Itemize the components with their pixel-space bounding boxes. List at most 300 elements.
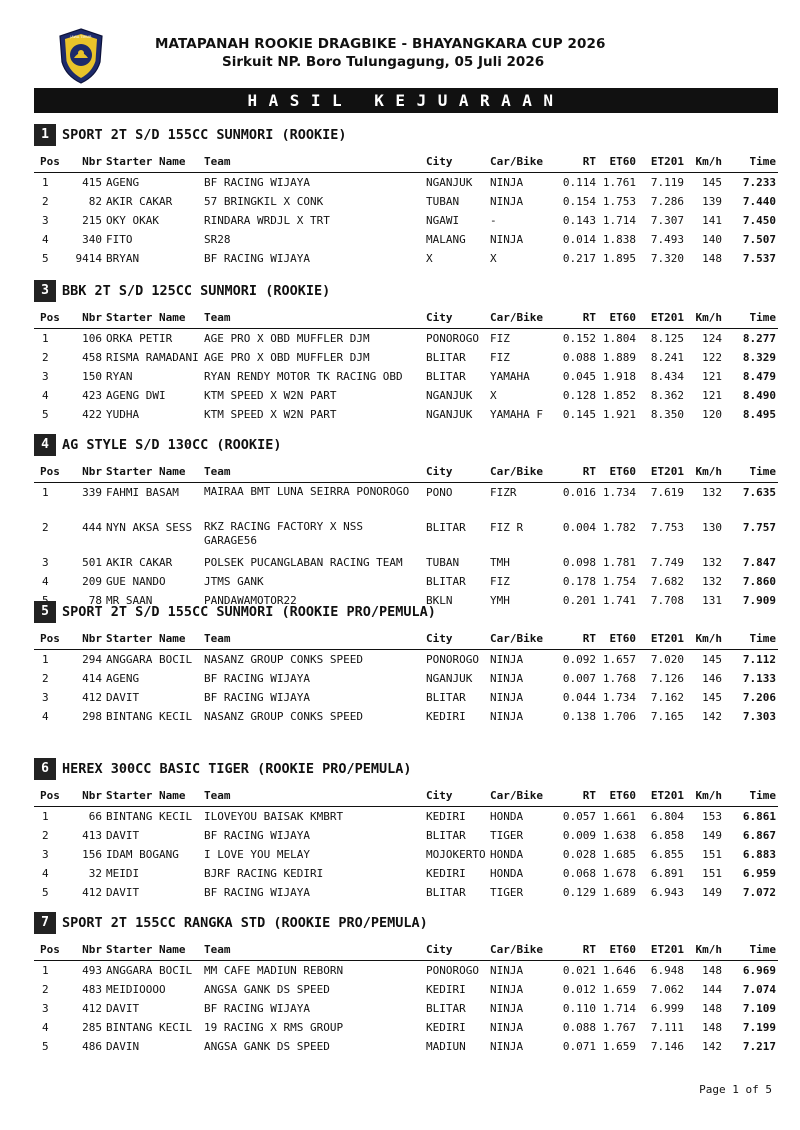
table-cell: 5 bbox=[42, 408, 49, 421]
column-header: Car/Bike bbox=[488, 307, 558, 329]
table-cell: I LOVE YOU MELAY bbox=[204, 848, 310, 861]
table-cell: BF RACING WIJAYA bbox=[204, 691, 310, 704]
table-cell: PONO bbox=[426, 486, 453, 499]
table-cell: 7.307 bbox=[650, 214, 684, 227]
table-cell: 151 bbox=[702, 867, 722, 880]
table-cell: 7.133 bbox=[742, 672, 776, 685]
table-cell: 0.154 bbox=[562, 195, 596, 208]
table-cell: 6.855 bbox=[650, 848, 684, 861]
section-header bbox=[34, 434, 778, 456]
column-header: ET60 bbox=[598, 628, 638, 650]
column-header: Team bbox=[202, 151, 424, 173]
column-header: ET201 bbox=[638, 785, 686, 807]
table-cell: 4 bbox=[42, 1021, 49, 1034]
section-number: 5 bbox=[34, 601, 56, 623]
table-cell: 1.838 bbox=[602, 233, 636, 246]
table-cell: 7.320 bbox=[650, 252, 684, 265]
table-cell: MALANG bbox=[426, 233, 466, 246]
table-cell: AGENG bbox=[106, 672, 140, 685]
section-title: SPORT 2T S/D 155CC SUNMORI (ROOKIE) bbox=[62, 127, 347, 143]
table-row bbox=[34, 386, 778, 405]
table-cell: PONOROGO bbox=[426, 964, 479, 977]
section-header bbox=[34, 280, 778, 302]
table-cell: 0.007 bbox=[562, 672, 596, 685]
table-cell: NINJA bbox=[490, 195, 524, 208]
table-cell: 0.138 bbox=[562, 710, 596, 723]
table-cell: 6.999 bbox=[650, 1002, 684, 1015]
table-row bbox=[34, 1037, 778, 1056]
table-cell: 0.110 bbox=[562, 1002, 596, 1015]
table-cell: 3 bbox=[42, 214, 49, 227]
table-cell: 7.440 bbox=[742, 195, 776, 208]
table-cell: 8.434 bbox=[650, 370, 684, 383]
column-header: Km/h bbox=[686, 151, 724, 173]
table-row bbox=[34, 707, 778, 726]
table-cell: MOJOKERTO bbox=[426, 848, 486, 861]
table-cell: 8.329 bbox=[742, 351, 776, 364]
table-cell: 6.959 bbox=[742, 867, 776, 880]
table-cell: 0.098 bbox=[562, 556, 596, 569]
table-cell: 7.165 bbox=[650, 710, 684, 723]
table-cell: KEDIRI bbox=[426, 1021, 466, 1034]
table-cell: 0.088 bbox=[562, 351, 596, 364]
table-cell: 1.782 bbox=[602, 521, 636, 534]
table-cell: ANGSA GANK DS SPEED bbox=[204, 1040, 330, 1053]
table-cell: 32 bbox=[88, 867, 102, 880]
table-cell: 131 bbox=[702, 594, 722, 607]
table-cell: RYAN RENDY MOTOR TK RACING OBD bbox=[204, 370, 403, 383]
table-cell: NASANZ GROUP CONKS SPEED bbox=[204, 710, 363, 723]
logo-lettering: JAWA TIMUR bbox=[70, 35, 92, 39]
table-cell: 8.125 bbox=[650, 332, 684, 345]
table-cell: 8.490 bbox=[742, 389, 776, 402]
table-cell: BLITAR bbox=[426, 886, 466, 899]
column-header: Pos bbox=[34, 307, 72, 329]
table-cell: 483 bbox=[82, 983, 102, 996]
table-cell: RKZ RACING FACTORY X NSS GARAGE56 bbox=[204, 520, 363, 547]
table-cell: 1.685 bbox=[602, 848, 636, 861]
table-cell: NINJA bbox=[490, 233, 524, 246]
table-cell: ANGGARA BOCIL bbox=[106, 653, 193, 666]
table-cell: 415 bbox=[82, 176, 102, 189]
column-header: Km/h bbox=[686, 628, 724, 650]
table-cell: 82 bbox=[88, 195, 102, 208]
table-cell: MR SAAN bbox=[106, 594, 153, 607]
table-cell: NGANJUK bbox=[426, 389, 473, 402]
table-cell: BINTANG KECIL bbox=[106, 1021, 193, 1034]
table-cell: 149 bbox=[702, 886, 722, 899]
column-header: City bbox=[424, 785, 488, 807]
table-cell: 1.678 bbox=[602, 867, 636, 880]
table-cell: 7.162 bbox=[650, 691, 684, 704]
table-cell: 1.638 bbox=[602, 829, 636, 842]
table-cell: 1.646 bbox=[602, 964, 636, 977]
table-cell: ORKA PETIR bbox=[106, 332, 173, 345]
table-cell: 57 BRINGKIL X CONK bbox=[204, 195, 324, 208]
results-table bbox=[34, 939, 778, 1056]
table-cell: 2 bbox=[42, 195, 49, 208]
results-banner: HASIL KEJUARAAN bbox=[34, 88, 778, 113]
table-cell: 2 bbox=[42, 351, 49, 364]
table-cell: 0.068 bbox=[562, 867, 596, 880]
table-cell: TUBAN bbox=[426, 556, 460, 569]
table-row bbox=[34, 650, 778, 670]
table-cell: 8.241 bbox=[650, 351, 684, 364]
column-header: Nbr bbox=[72, 939, 104, 961]
table-cell: 0.014 bbox=[562, 233, 596, 246]
table-row bbox=[34, 367, 778, 386]
table-cell: TIGER bbox=[490, 829, 524, 842]
table-cell: BLITAR bbox=[426, 370, 466, 383]
table-cell: 1.781 bbox=[602, 556, 636, 569]
table-cell: MEIDI bbox=[106, 867, 140, 880]
table-cell: 1.734 bbox=[602, 691, 636, 704]
table-cell: NINJA bbox=[490, 1021, 524, 1034]
table-cell: ILOVEYOU BAISAK KMBRT bbox=[204, 810, 344, 823]
table-cell: YMH bbox=[490, 594, 510, 607]
table-cell: DAVIT bbox=[106, 691, 140, 704]
table-cell: 1.741 bbox=[602, 594, 636, 607]
column-header: Team bbox=[202, 461, 424, 483]
column-header: Nbr bbox=[72, 151, 104, 173]
table-cell: 412 bbox=[82, 1002, 102, 1015]
table-cell: 7.847 bbox=[742, 556, 776, 569]
table-cell: 7.109 bbox=[742, 1002, 776, 1015]
table-cell: 7.753 bbox=[650, 521, 684, 534]
table-cell: 124 bbox=[702, 332, 722, 345]
table-cell: 1.921 bbox=[602, 408, 636, 421]
table-cell: 1.706 bbox=[602, 710, 636, 723]
table-cell: 6.969 bbox=[742, 964, 776, 977]
column-header: Time bbox=[724, 307, 778, 329]
table-cell: BLITAR bbox=[426, 521, 466, 534]
column-header: Km/h bbox=[686, 939, 724, 961]
column-header: City bbox=[424, 307, 488, 329]
column-header: Car/Bike bbox=[488, 785, 558, 807]
table-cell: 6.883 bbox=[742, 848, 776, 861]
table-cell: 6.891 bbox=[650, 867, 684, 880]
table-cell: 413 bbox=[82, 829, 102, 842]
table-cell: 7.635 bbox=[742, 486, 776, 499]
table-cell: 139 bbox=[702, 195, 722, 208]
table-cell: 7.909 bbox=[742, 594, 776, 607]
table-cell: 294 bbox=[82, 653, 102, 666]
table-cell: 4 bbox=[42, 233, 49, 246]
table-cell: 149 bbox=[702, 829, 722, 842]
table-cell: 142 bbox=[702, 710, 722, 723]
column-header: Time bbox=[724, 785, 778, 807]
column-header: Time bbox=[724, 151, 778, 173]
table-cell: 7.126 bbox=[650, 672, 684, 685]
table-cell: 1.889 bbox=[602, 351, 636, 364]
table-cell: 148 bbox=[702, 964, 722, 977]
table-cell: 1.768 bbox=[602, 672, 636, 685]
table-cell: 209 bbox=[82, 575, 102, 588]
table-header-row bbox=[34, 307, 778, 329]
results-section bbox=[34, 280, 778, 424]
table-cell: 1.657 bbox=[602, 653, 636, 666]
section-header bbox=[34, 912, 778, 934]
table-cell: SR28 bbox=[204, 233, 231, 246]
table-cell: 3 bbox=[42, 370, 49, 383]
table-cell: 140 bbox=[702, 233, 722, 246]
table-cell: 3 bbox=[42, 691, 49, 704]
table-row bbox=[34, 980, 778, 999]
table-cell: 339 bbox=[82, 486, 102, 499]
table-cell: NYN AKSA SESS bbox=[106, 521, 193, 534]
table-cell: 1.659 bbox=[602, 1040, 636, 1053]
table-cell: 7.146 bbox=[650, 1040, 684, 1053]
column-header: City bbox=[424, 939, 488, 961]
table-cell: BJRF RACING KEDIRI bbox=[204, 867, 324, 880]
table-cell: 121 bbox=[702, 389, 722, 402]
column-header: ET201 bbox=[638, 939, 686, 961]
table-cell: 412 bbox=[82, 691, 102, 704]
table-cell: 6.858 bbox=[650, 829, 684, 842]
column-header: Car/Bike bbox=[488, 461, 558, 483]
table-cell: BLITAR bbox=[426, 691, 466, 704]
column-header: Team bbox=[202, 785, 424, 807]
table-cell: FITO bbox=[106, 233, 133, 246]
column-header: Starter Name bbox=[104, 628, 202, 650]
table-cell: 1 bbox=[42, 810, 49, 823]
table-cell: 132 bbox=[702, 556, 722, 569]
column-header: ET60 bbox=[598, 785, 638, 807]
table-cell: ANGGARA BOCIL bbox=[106, 964, 193, 977]
table-row bbox=[34, 553, 778, 572]
results-table bbox=[34, 461, 778, 610]
column-header: ET60 bbox=[598, 461, 638, 483]
table-cell: FIZ R bbox=[490, 521, 524, 534]
table-cell: POLSEK PUCANGLABAN RACING TEAM bbox=[204, 556, 403, 569]
table-row bbox=[34, 688, 778, 707]
table-cell: HONDA bbox=[490, 867, 524, 880]
column-header: Team bbox=[202, 939, 424, 961]
section-header bbox=[34, 124, 778, 146]
column-header: Km/h bbox=[686, 461, 724, 483]
table-cell: 412 bbox=[82, 886, 102, 899]
police-emblem-logo bbox=[58, 28, 104, 84]
table-row bbox=[34, 405, 778, 424]
table-cell: 1.714 bbox=[602, 214, 636, 227]
column-header: RT bbox=[558, 307, 598, 329]
table-cell: 0.128 bbox=[562, 389, 596, 402]
table-cell: 0.057 bbox=[562, 810, 596, 823]
table-cell: KEDIRI bbox=[426, 810, 466, 823]
table-row bbox=[34, 192, 778, 211]
table-cell: BF RACING WIJAYA bbox=[204, 886, 310, 899]
column-header: Nbr bbox=[72, 628, 104, 650]
table-cell: 0.028 bbox=[562, 848, 596, 861]
table-cell: KTM SPEED X W2N PART bbox=[204, 408, 337, 421]
table-row bbox=[34, 883, 778, 902]
column-header: ET201 bbox=[638, 628, 686, 650]
column-header: RT bbox=[558, 939, 598, 961]
column-header: Starter Name bbox=[104, 307, 202, 329]
table-cell: 5 bbox=[42, 252, 49, 265]
column-header: Team bbox=[202, 628, 424, 650]
table-row bbox=[34, 572, 778, 591]
results-table bbox=[34, 307, 778, 424]
table-cell: MM CAFE MADIUN REBORN bbox=[204, 964, 344, 977]
table-cell: 1.734 bbox=[602, 486, 636, 499]
column-header: Pos bbox=[34, 151, 72, 173]
table-cell: 130 bbox=[702, 521, 722, 534]
table-cell: 1.895 bbox=[602, 252, 636, 265]
table-row bbox=[34, 999, 778, 1018]
column-header: Starter Name bbox=[104, 939, 202, 961]
table-cell: 1.767 bbox=[602, 1021, 636, 1034]
table-cell: 7.111 bbox=[650, 1021, 684, 1034]
column-header: Car/Bike bbox=[488, 939, 558, 961]
table-cell: 9414 bbox=[75, 252, 102, 265]
table-cell: 0.045 bbox=[562, 370, 596, 383]
table-cell: 7.619 bbox=[650, 486, 684, 499]
table-cell: BF RACING WIJAYA bbox=[204, 829, 310, 842]
table-cell: 0.071 bbox=[562, 1040, 596, 1053]
table-cell: NASANZ GROUP CONKS SPEED bbox=[204, 653, 363, 666]
table-cell: 0.021 bbox=[562, 964, 596, 977]
table-cell: BF RACING WIJAYA bbox=[204, 176, 310, 189]
table-cell: 132 bbox=[702, 575, 722, 588]
table-cell: KEDIRI bbox=[426, 867, 466, 880]
table-row bbox=[34, 348, 778, 367]
table-cell: BF RACING WIJAYA bbox=[204, 672, 310, 685]
table-cell: KEDIRI bbox=[426, 983, 466, 996]
table-cell: 7.860 bbox=[742, 575, 776, 588]
table-cell: BLITAR bbox=[426, 829, 466, 842]
column-header: Starter Name bbox=[104, 151, 202, 173]
table-row bbox=[34, 230, 778, 249]
table-cell: 0.016 bbox=[562, 486, 596, 499]
table-cell: 2 bbox=[42, 983, 49, 996]
table-cell: 7.206 bbox=[742, 691, 776, 704]
table-cell: OKY OKAK bbox=[106, 214, 159, 227]
table-cell: 1.852 bbox=[602, 389, 636, 402]
column-header: Nbr bbox=[72, 307, 104, 329]
table-cell: DAVIT bbox=[106, 1002, 140, 1015]
column-header: Time bbox=[724, 628, 778, 650]
table-cell: 146 bbox=[702, 672, 722, 685]
table-cell: 4 bbox=[42, 389, 49, 402]
table-cell: 7.072 bbox=[742, 886, 776, 899]
table-cell: BLITAR bbox=[426, 575, 466, 588]
table-cell: TMH bbox=[490, 556, 510, 569]
table-cell: 7.493 bbox=[650, 233, 684, 246]
table-cell: 1.714 bbox=[602, 1002, 636, 1015]
table-header-row bbox=[34, 939, 778, 961]
table-cell: 7.062 bbox=[650, 983, 684, 996]
table-cell: NINJA bbox=[490, 691, 524, 704]
table-cell: X bbox=[490, 389, 497, 402]
table-cell: AGENG DWI bbox=[106, 389, 166, 402]
table-cell: 0.088 bbox=[562, 1021, 596, 1034]
section-number: 6 bbox=[34, 758, 56, 780]
table-cell: 6.867 bbox=[742, 829, 776, 842]
section-title: SPORT 2T S/D 155CC SUNMORI (ROOKIE PRO/PEMULA) bbox=[62, 604, 436, 620]
table-cell: 6.948 bbox=[650, 964, 684, 977]
table-cell: 7.217 bbox=[742, 1040, 776, 1053]
table-header-row bbox=[34, 151, 778, 173]
column-header: ET201 bbox=[638, 151, 686, 173]
table-cell: KEDIRI bbox=[426, 710, 466, 723]
section-title: HEREX 300CC BASIC TIGER (ROOKIE PRO/PEMULA) bbox=[62, 761, 412, 777]
table-row bbox=[34, 845, 778, 864]
results-section bbox=[34, 601, 778, 726]
table-cell: NGANJUK bbox=[426, 176, 473, 189]
table-cell: YAMAHA F bbox=[490, 408, 543, 421]
table-cell: 0.004 bbox=[562, 521, 596, 534]
table-row bbox=[34, 807, 778, 827]
table-cell: DAVIT bbox=[106, 829, 140, 842]
page-number: Page 1 of 5 bbox=[699, 1083, 772, 1096]
table-header-row bbox=[34, 461, 778, 483]
column-header: Time bbox=[724, 939, 778, 961]
table-cell: BLITAR bbox=[426, 351, 466, 364]
table-cell: 121 bbox=[702, 370, 722, 383]
table-cell: BF RACING WIJAYA bbox=[204, 252, 310, 265]
table-cell: 66 bbox=[88, 810, 102, 823]
table-cell: AGENG bbox=[106, 176, 140, 189]
table-cell: 7.199 bbox=[742, 1021, 776, 1034]
column-header: Km/h bbox=[686, 785, 724, 807]
table-cell: 19 RACING X RMS GROUP bbox=[204, 1021, 344, 1034]
table-header-row bbox=[34, 628, 778, 650]
table-cell: NINJA bbox=[490, 710, 524, 723]
column-header: Pos bbox=[34, 939, 72, 961]
table-cell: 151 bbox=[702, 848, 722, 861]
table-cell: 150 bbox=[82, 370, 102, 383]
table-cell: 423 bbox=[82, 389, 102, 402]
table-cell: 0.143 bbox=[562, 214, 596, 227]
table-cell: BF RACING WIJAYA bbox=[204, 1002, 310, 1015]
table-cell: 78 bbox=[88, 594, 102, 607]
table-cell: 3 bbox=[42, 1002, 49, 1015]
table-cell: 0.012 bbox=[562, 983, 596, 996]
column-header: Pos bbox=[34, 461, 72, 483]
table-cell: 7.507 bbox=[742, 233, 776, 246]
table-cell: 7.537 bbox=[742, 252, 776, 265]
table-row bbox=[34, 669, 778, 688]
section-title: AG STYLE S/D 130CC (ROOKIE) bbox=[62, 437, 282, 453]
table-cell: 486 bbox=[82, 1040, 102, 1053]
table-cell: X bbox=[426, 252, 433, 265]
table-cell: 7.450 bbox=[742, 214, 776, 227]
section-title: BBK 2T S/D 125CC SUNMORI (ROOKIE) bbox=[62, 283, 331, 299]
table-cell: 132 bbox=[702, 486, 722, 499]
table-cell: 145 bbox=[702, 691, 722, 704]
table-cell: NGANJUK bbox=[426, 672, 473, 685]
column-header: City bbox=[424, 628, 488, 650]
event-title: MATAPANAH ROOKIE DRAGBIKE - BHAYANGKARA CUP 2026 bbox=[155, 36, 606, 52]
table-cell: ANGSA GANK DS SPEED bbox=[204, 983, 330, 996]
table-cell: MADIUN bbox=[426, 1040, 466, 1053]
column-header: ET60 bbox=[598, 939, 638, 961]
table-cell: BRYAN bbox=[106, 252, 140, 265]
table-cell: BINTANG KECIL bbox=[106, 710, 193, 723]
table-cell: HONDA bbox=[490, 810, 524, 823]
table-cell: 144 bbox=[702, 983, 722, 996]
results-section bbox=[34, 912, 778, 1056]
column-header: Pos bbox=[34, 628, 72, 650]
table-cell: 7.682 bbox=[650, 575, 684, 588]
column-header: RT bbox=[558, 785, 598, 807]
column-header: Nbr bbox=[72, 785, 104, 807]
column-header: Time bbox=[724, 461, 778, 483]
table-cell: 8.277 bbox=[742, 332, 776, 345]
table-cell: 5 bbox=[42, 886, 49, 899]
table-cell: PANDAWAMOTOR22 bbox=[204, 594, 297, 607]
